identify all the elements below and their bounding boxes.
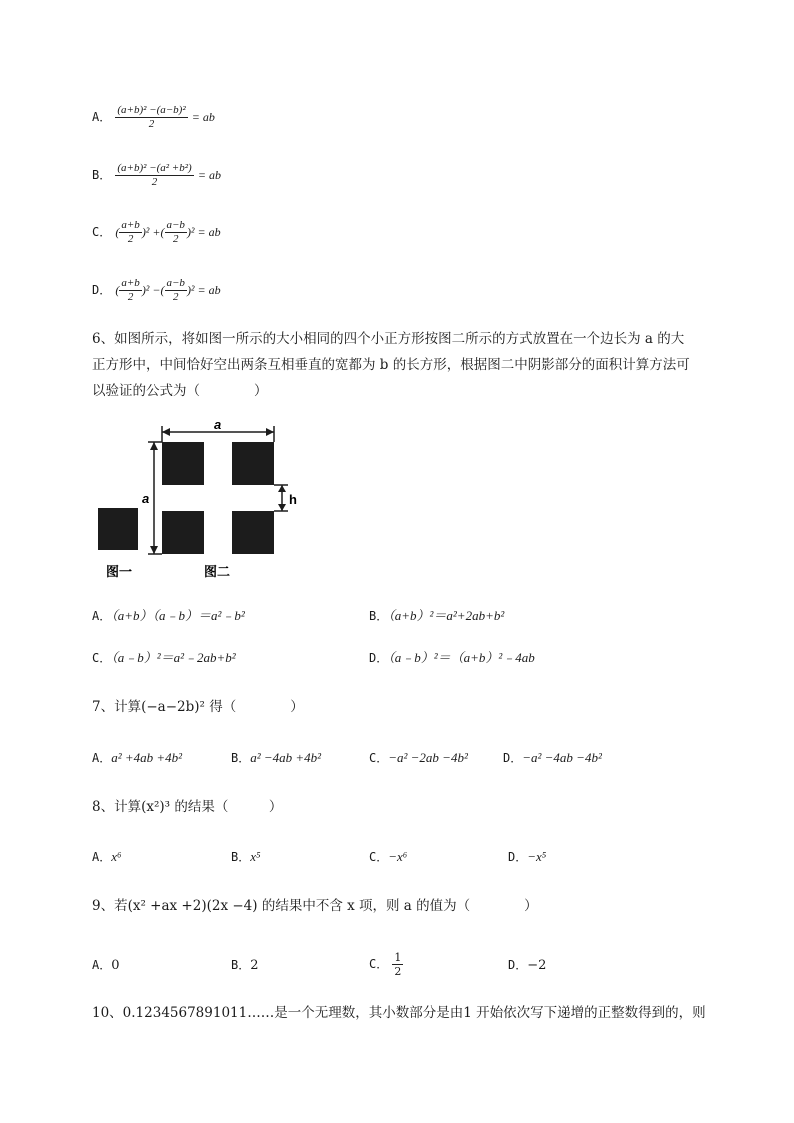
option-label: D． bbox=[92, 283, 112, 297]
fraction-denominator: 2 bbox=[394, 965, 402, 978]
arrow-left-icon bbox=[162, 428, 170, 436]
q5-option-d[interactable] bbox=[92, 277, 221, 304]
option-label: A． bbox=[92, 609, 112, 623]
q6-stem-line: 6、如图所示，将如图一所示的大小相同的四个小正方形按图二所示的方式放置在一个边长为 a 的大 bbox=[92, 331, 685, 347]
q7-stem: 7、计算(−a−2b)² 得（ ） bbox=[92, 699, 304, 715]
label-a-top: a bbox=[214, 418, 222, 432]
fraction-denominator: 2 bbox=[127, 291, 134, 303]
option-label: A． bbox=[92, 110, 112, 124]
fraction-numerator: (a+b)² −(a−b)² bbox=[117, 104, 186, 116]
option-label: A． bbox=[92, 958, 112, 972]
q7-option-d[interactable] bbox=[503, 748, 602, 769]
option-text: （a﹣b）²＝（a+b）²﹣4ab bbox=[388, 650, 535, 665]
q8-option-b[interactable] bbox=[231, 847, 261, 868]
fraction-numerator: (a+b)² −(a² +b²) bbox=[117, 162, 192, 174]
fraction-denominator: 2 bbox=[127, 233, 134, 245]
arrow-down-icon bbox=[150, 546, 158, 554]
option-label: B． bbox=[231, 958, 251, 972]
paren-open: ( bbox=[115, 283, 120, 297]
fraction-denominator: 2 bbox=[151, 176, 158, 188]
arrow-down-icon bbox=[278, 504, 286, 511]
option-text: （a+b）（a﹣b）＝a²﹣b² bbox=[111, 608, 245, 623]
fraction-numerator: a−b bbox=[166, 219, 185, 231]
option-text: a² −4ab +4b² bbox=[250, 750, 322, 765]
q6-option-a[interactable] bbox=[92, 606, 245, 627]
fraction bbox=[165, 277, 187, 304]
option-label: C． bbox=[369, 957, 389, 971]
q6-stem-line: 以验证的公式为（ ） bbox=[92, 383, 268, 399]
q10-stem: 10、0.1234567891011……是一个无理数，其小数部分是由1 开始依次写下递增的正整数得到的，则 bbox=[92, 1005, 706, 1021]
option-text: x⁵ bbox=[250, 849, 261, 864]
fraction-denominator: 2 bbox=[148, 118, 155, 130]
option-label: C． bbox=[92, 225, 112, 239]
option-label: D． bbox=[508, 850, 528, 864]
q5-option-c[interactable] bbox=[92, 219, 221, 246]
fraction-numerator: a−b bbox=[166, 277, 185, 289]
option-text: （a+b）²＝a²+2ab+b² bbox=[388, 608, 505, 623]
q7-option-a[interactable] bbox=[92, 748, 182, 769]
equation-tail: )² = ab bbox=[186, 283, 221, 297]
fraction bbox=[165, 219, 187, 246]
figure1-square bbox=[98, 508, 138, 550]
q6-option-b[interactable] bbox=[369, 606, 504, 627]
option-text: 2 bbox=[250, 958, 259, 973]
q9-option-a[interactable] bbox=[92, 955, 120, 976]
option-text: a² +4ab +4b² bbox=[111, 750, 183, 765]
option-label: B． bbox=[369, 609, 389, 623]
fraction-denominator: 2 bbox=[172, 291, 179, 303]
arrow-up-icon bbox=[278, 485, 286, 492]
option-label: D． bbox=[503, 751, 523, 765]
q9-stem: 9、若(x² +ax +2)(2x −4) 的结果中不含 x 项，则 a 的值为（ ） bbox=[92, 898, 538, 914]
paren-open: ( bbox=[115, 225, 120, 239]
equation-middle: )² −( bbox=[141, 283, 165, 297]
q6-option-d[interactable] bbox=[369, 648, 535, 669]
option-text: −x⁵ bbox=[527, 849, 547, 864]
fraction-denominator: 2 bbox=[172, 233, 179, 245]
option-label: A． bbox=[92, 751, 112, 765]
fraction-numerator: a+b bbox=[121, 277, 140, 289]
q8-option-d[interactable] bbox=[508, 847, 546, 868]
q6-stem bbox=[92, 326, 690, 404]
q9-option-c[interactable] bbox=[369, 951, 403, 978]
fraction-numerator: 1 bbox=[394, 951, 402, 964]
q7-option-b[interactable] bbox=[231, 748, 321, 769]
q8-option-a[interactable] bbox=[92, 847, 122, 868]
option-text: −a² −2ab −4b² bbox=[388, 750, 468, 765]
q5-option-a[interactable] bbox=[92, 104, 215, 131]
q7-option-c[interactable] bbox=[369, 748, 468, 769]
fraction bbox=[119, 277, 141, 304]
fraction bbox=[115, 104, 187, 131]
option-text: −x⁶ bbox=[388, 849, 408, 864]
option-text: （a﹣b）²＝a²﹣2ab+b² bbox=[111, 650, 236, 665]
q9-option-b[interactable] bbox=[231, 955, 259, 976]
caption-figure2: 图二 bbox=[204, 564, 231, 579]
arrow-right-icon bbox=[266, 428, 274, 436]
option-label: B． bbox=[92, 168, 112, 182]
option-label: B． bbox=[231, 751, 251, 765]
fraction bbox=[392, 951, 403, 978]
option-text: 0 bbox=[111, 958, 120, 973]
q8-stem: 8、计算(x²)³ 的结果（ ） bbox=[92, 799, 283, 815]
label-a-left: a bbox=[142, 491, 150, 506]
q5-option-b[interactable] bbox=[92, 162, 221, 189]
fraction bbox=[119, 219, 141, 246]
equation-tail: = ab bbox=[197, 168, 221, 182]
fraction-numerator: a+b bbox=[121, 219, 140, 231]
caption-figure1: 图一 bbox=[106, 564, 133, 579]
option-label: C． bbox=[369, 751, 389, 765]
label-h: h bbox=[289, 492, 297, 507]
q8-option-c[interactable] bbox=[369, 847, 407, 868]
q6-figure bbox=[90, 418, 320, 588]
option-text: x⁶ bbox=[111, 849, 122, 864]
figure2-horizontal-strip bbox=[162, 485, 274, 511]
arrow-up-icon bbox=[150, 442, 158, 450]
option-label: B． bbox=[231, 850, 251, 864]
option-label: D． bbox=[369, 651, 389, 665]
option-text: −a² −4ab −4b² bbox=[522, 750, 602, 765]
option-label: A． bbox=[92, 850, 112, 864]
option-label: C． bbox=[92, 651, 112, 665]
fraction bbox=[115, 162, 193, 189]
equation-tail: = ab bbox=[191, 110, 215, 124]
equation-tail: )² = ab bbox=[186, 225, 221, 239]
option-label: C． bbox=[369, 850, 389, 864]
q9-option-d[interactable] bbox=[508, 955, 546, 976]
option-text: −2 bbox=[527, 958, 547, 973]
equation-middle: )² +( bbox=[141, 225, 165, 239]
option-label: D． bbox=[508, 958, 528, 972]
q6-stem-line: 正方形中，中间恰好空出两条互相垂直的宽都为 b 的长方形，根据图二中阴影部分的面积计算方法可 bbox=[92, 357, 690, 373]
q6-option-c[interactable] bbox=[92, 648, 236, 669]
